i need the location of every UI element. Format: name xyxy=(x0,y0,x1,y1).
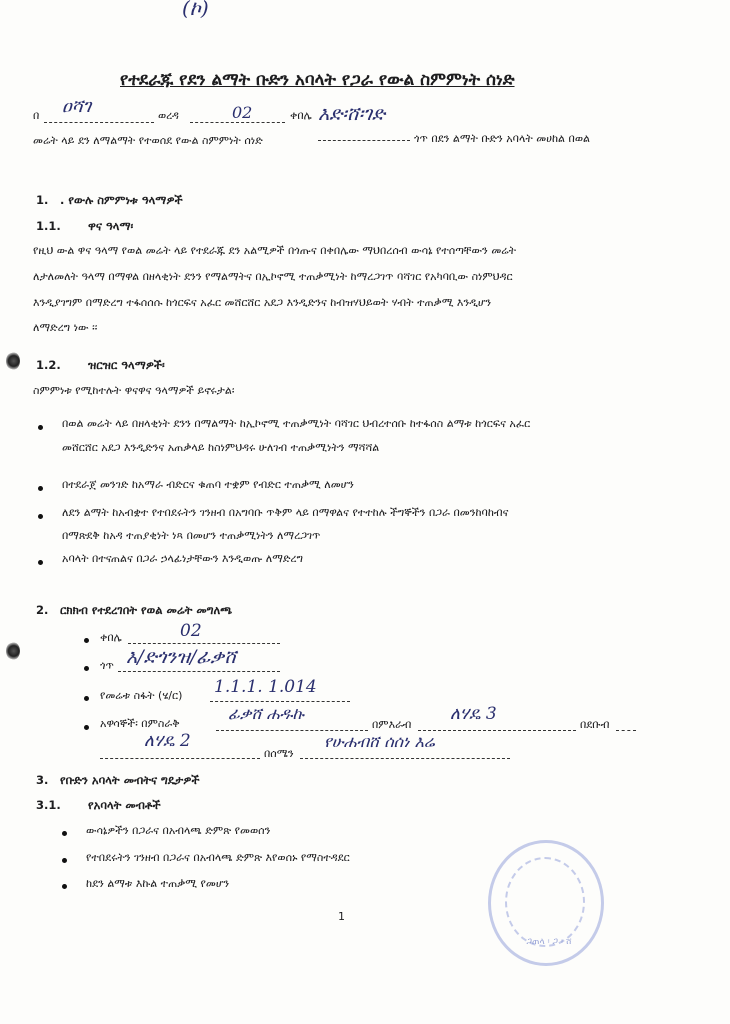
s1-bullet-dot-1 xyxy=(38,425,43,430)
s2-kebele-label: ቀበሌ xyxy=(100,631,122,644)
s2-west-label: በምእራብ xyxy=(372,718,412,731)
page-mark: (ኮ) xyxy=(182,0,209,20)
s1-para-line-3: እንዲያገግም በማድረግ ተፋሰሰሱ ከጎርፍና አፈር መሸርሸር አደጋ እንዲድንና ከብዝሃህይወት ሃብት ተጠቃሚ እንዲሆን xyxy=(33,296,492,309)
s3-bullet-dot-2 xyxy=(62,858,67,863)
s1-bullet-2: በተደራጀ መንገድ ከአማራ ብድርና ቁጠባ ተቋም የብድር ተጠቃሚ ለመሆን xyxy=(62,478,354,491)
s1-2-number: 1.2. xyxy=(36,358,61,372)
intro-woreda-handwritten: ዐሻገ xyxy=(62,96,92,117)
intro-woreda-fill xyxy=(44,108,154,123)
official-stamp xyxy=(488,840,604,966)
s3-heading: የቡድን አባላት መብትና ግዴታዎች xyxy=(60,773,200,787)
document-title: የተደራጁ የደን ልማት ቡድን አባላት የጋራ የውል ስምምነት ሰነድ xyxy=(120,70,515,90)
s3-bullet-dot-3 xyxy=(62,884,67,889)
s2-area-label: የመሬቱ ስፋት (ሄ/ር) xyxy=(100,689,183,702)
s1-para-line-4: ለማድረግ ነው ፡፡ xyxy=(33,321,98,334)
page-number: 1 xyxy=(338,910,345,923)
s2-bullet-dot-4 xyxy=(84,725,89,730)
s2-borders-label: አዋሳኞች፡ በምስራቅ xyxy=(100,717,180,730)
s3-bullet-1: ውሳኔዎችን በጋራና በአብላጫ ድምጽ የመወሰን xyxy=(86,824,271,837)
s1-2-intro: ስምምነቱ የሚከተሉት ዋናዋና ዓላማዎች ይኖሩታል፡ xyxy=(33,384,235,397)
intro-woreda-label: ወረዳ xyxy=(158,109,179,122)
s1-para-line-1: የዚህ ውል ዋና ዓላማ የወል መሬት ላይ የተደራጁ ደን አልሚዎች በጎጡና በቀበሌው ማህበረሰብ ውሳኔ የተሰጣቸውን መሬት xyxy=(33,244,517,257)
s3-1-heading: የአባላት መብቶች xyxy=(88,798,161,812)
s2-got-value: እ/ድጎንዝ/ፊቃሸ xyxy=(126,646,237,668)
intro-kebele-value: 02 xyxy=(232,103,253,122)
stamp-text: ጋጠላ ፡ ጋ ፡ ሸ xyxy=(526,937,572,947)
s2-heading: ርክክብ የተደረገበት የወል መሬት መግለጫ xyxy=(60,603,233,617)
s1-bullet-dot-2 xyxy=(38,486,43,491)
intro-village-value: እድ፡ሸ፡ገድ xyxy=(318,103,386,125)
s2-kebele-value: 02 xyxy=(180,621,202,641)
s1-1-number: 1.1. xyxy=(36,219,61,233)
s3-1-number: 3.1. xyxy=(36,798,61,812)
s3-number: 3. xyxy=(36,773,49,787)
s1-bullet-1-line-1: በወል መሬት ላይ በዘላቂነት ደንን በማልማት ከኢኮኖሚ ተጠቃሚነት ባሻገር ህብረተሰቡ ከተፋሰስ ልማቱ ከጎርፍና አፈር xyxy=(62,417,531,430)
s2-south-label: በደቡብ xyxy=(580,718,610,731)
s2-south-fill xyxy=(616,718,636,731)
intro-prefix: በ xyxy=(33,109,40,122)
s2-area-value: 1.1.1. 1.014 xyxy=(214,677,317,697)
intro-village-fill xyxy=(318,126,410,141)
intro-line2: መሬት ላይ ደን ለማልማት የተወሰደ የውል ስምምነት ሰነድ xyxy=(33,134,263,147)
s2-got-label: ጎጥ xyxy=(100,659,114,672)
s1-para-line-2: ለታለመለት ዓላማ በማዋል በዘላቂነት ደንን የማልማትና በኢኮኖሚ ተጠቃሚነት ከማረጋገጥ ባሻገር የአካባቢው ስነምህዳር xyxy=(33,270,513,283)
s3-bullet-2: የተበደሩትን ገንዘብ በጋራና በአብላጫ ድምጽ እየወሰኑ የማስተዳደር xyxy=(86,851,350,864)
s1-bullet-1-line-2: መሸርሸር አደጋ እንዲድንና አጠቃላይ ከስነምህዳሩ ሁለገብ ተጠቃሚነትን ማሻሻል xyxy=(62,441,380,454)
s2-west-value: ለሃዴ 3 xyxy=(450,704,497,724)
s1-bullet-dot-4 xyxy=(38,560,43,565)
s2-east-value: ፊቃሸ ሐዱኩ xyxy=(228,704,304,723)
intro-kebele-label: ቀበሌ xyxy=(290,109,312,122)
stamp-inner-ring xyxy=(505,857,585,947)
s2-bullet-dot-2 xyxy=(84,666,89,671)
s1-2-heading: ዝርዝር ዓላማዎች፡ xyxy=(88,358,165,372)
s2-north-value: የሁሐብሸ ሰሰነ እሬ xyxy=(324,732,435,751)
punch-hole-bottom xyxy=(6,642,20,660)
s1-bullet-4: አባላት በተናጠልና በጋራ ኃላፊነታቸውን እንዲወጡ ለማድረግ xyxy=(62,552,303,565)
s2-bullet-dot-3 xyxy=(84,696,89,701)
s1-bullet-dot-3 xyxy=(38,514,43,519)
punch-hole-top xyxy=(6,352,20,370)
s2-bullet-dot-1 xyxy=(84,638,89,643)
s1-bullet-3-line-2: በማጽደቅ ከአዳ ተጠያቂነት ነጻ በመሆን ተጠቃሚነትን ለማረጋገጥ xyxy=(62,529,321,542)
s1-1-heading: ዋና ዓላማ፡ xyxy=(88,219,134,233)
s2-south-value: ለሃዴ 2 xyxy=(144,731,191,751)
s3-bullet-3: ከደን ልማቱ እኩል ተጠቃሚ የመሆን xyxy=(86,877,230,890)
s2-kebele-fill xyxy=(128,631,280,644)
s2-west-fill xyxy=(418,718,576,731)
s1-bullet-3-line-1: ለደን ልማት ከአብቋተ የተበደሩትን ገንዘብ በአግባቡ ጥቅም ላይ በማዋልና የተተከሉ ችግኞችን በጋራ በመንከባከብና xyxy=(62,506,509,519)
intro-line1-suffix: ጎጥ በደን ልማት ቡድን አባላት መሀከል በወል xyxy=(414,132,590,145)
s3-bullet-dot-1 xyxy=(62,831,67,836)
s1-heading: . የውሉ ስምምነቱ ዓላማዎች xyxy=(60,193,183,207)
s1-number: 1. xyxy=(36,193,49,207)
s2-north-label: በሰሜን xyxy=(264,747,294,760)
s2-number: 2. xyxy=(36,603,49,617)
